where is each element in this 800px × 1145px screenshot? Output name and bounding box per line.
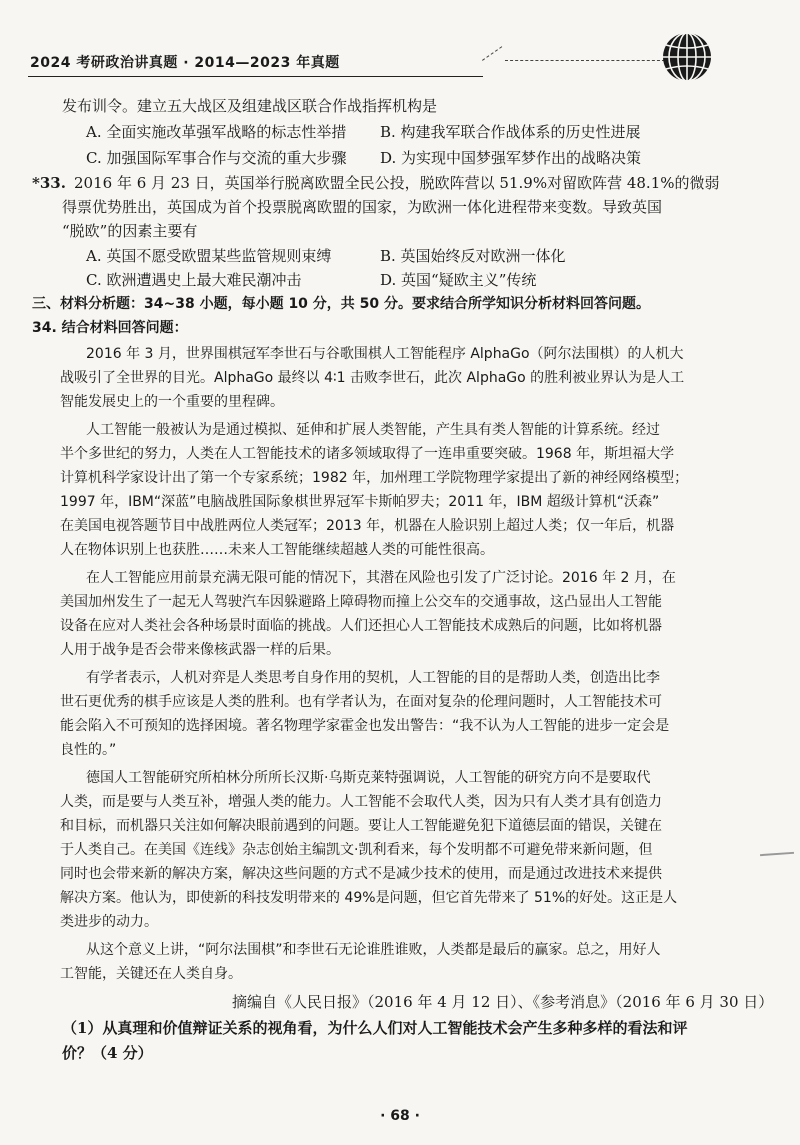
material-line: 解决方案。他认为，即使新的科技发明带来的 49%是问题，但它首先带来了 51%的好处。这正是人	[60, 890, 678, 906]
q32-option-a: A. 全面实施改革强军战略的标志性举措	[86, 123, 347, 141]
material-line: 于人类自己。在美国《连线》杂志创始主编凯文·凯利看来，每个发明都不可避免带来新问题，但	[60, 842, 653, 858]
q33-option-a: A. 英国不愿受欧盟某些监管规则束缚	[86, 247, 332, 265]
material-line: 从这个意义上讲，“阿尔法围棋”和李世石无论谁胜谁败，人类都是最后的赢家。总之，用好人	[86, 942, 661, 958]
material-line: 美国加州发生了一起无人驾驶汽车因躲避路上障碍物而撞上公交车的交通事故，这凸显出人工智能	[60, 594, 662, 610]
material-line: 2016 年 3 月，世界围棋冠军李世石与谷歌围棋人工智能程序 AlphaGo（阿尔法围棋）的人机大	[86, 346, 684, 362]
material-line: 在人工智能应用前景充满无限可能的情况下，其潜在风险也引发了广泛讨论。2016 年 2 月，在	[86, 570, 676, 586]
material-line: 人类，而是要与人类互补，增强人类的能力。人工智能不会取代人类，因为只有人类才具有创造力	[60, 794, 662, 810]
q33-number: *33.	[32, 174, 66, 192]
header-rule-diagonal	[482, 46, 502, 61]
q33-option-c: C. 欧洲遭遇史上最大难民潮冲击	[86, 271, 302, 289]
q32-stem-end: 发布训令。建立五大战区及组建战区联合作战指挥机构是	[62, 97, 438, 115]
q33-stem-line: 2016 年 6 月 23 日，英国举行脱离欧盟全民公投，脱欧阵营以 51.9%对留欧阵营 48.1%的微弱	[74, 174, 720, 192]
running-header: 2024 考研政治讲真题 · 2014—2023 年真题	[30, 55, 340, 71]
section-title: 三、材料分析题：34~38 小题，每小题 10 分，共 50 分。要求结合所学知识分析材料回答问题。	[32, 296, 651, 312]
material-line: 良性的。”	[60, 742, 117, 758]
q33-stem-line: 得票优势胜出，英国成为首个投票脱离欧盟的国家，为欧洲一体化进程带来变数。导致英国	[62, 198, 663, 216]
material-line: 世石更优秀的棋手应该是人类的胜利。也有学者认为，在面对复杂的伦理问题时，人工智能技术可	[60, 694, 662, 710]
material-line: 同时也会带来新的解决方案，解决这些问题的方式不是减少技术的使用，而是通过改进技术来提供	[60, 866, 662, 882]
source-citation: 摘编自《人民日报》（2016 年 4 月 12 日）、《参考消息》（2016 年 6 月 30 日）	[232, 993, 774, 1011]
material-line: 在美国电视答题节目中战胜两位人类冠军；2013 年，机器在人脸识别上超过人类；仅一年后，机器	[60, 518, 675, 534]
header-rule	[28, 76, 483, 77]
page-number: · 68 ·	[380, 1108, 420, 1124]
header-rule-dashed	[505, 60, 665, 61]
q33-option-d: D. 英国“疑欧主义”传统	[380, 271, 537, 289]
q32-option-d: D. 为实现中国梦强军梦作出的战略决策	[380, 149, 642, 167]
material-line: 工智能，关键还在人类自身。	[60, 966, 242, 982]
sub-question-1-cont: 价？（4 分）	[62, 1044, 153, 1062]
material-line: 德国人工智能研究所柏林分所所长汉斯·乌斯克莱特强调说，人工智能的研究方向不是要取代	[86, 770, 651, 786]
material-line: 人用于战争是否会带来像核武器一样的后果。	[60, 642, 340, 658]
q32-option-c: C. 加强国际军事合作与交流的重大步骤	[86, 149, 347, 167]
material-line: 人在物体识别上也获胜……未来人工智能继续超越人类的可能性很高。	[60, 542, 494, 558]
material-line: 战吸引了全世界的目光。AlphaGo 最终以 4∶1 击败李世石，此次 AlphaGo 的胜利被业界认为是人工	[60, 370, 685, 386]
q33-stem-line: “脱欧”的因素主要有	[62, 222, 198, 240]
material-line: 1997 年，IBM“深蓝”电脑战胜国际象棋世界冠军卡斯帕罗夫；2011 年，IBM 超级计算机“沃森”	[60, 494, 660, 510]
material-line: 人工智能一般被认为是通过模拟、延伸和扩展人类智能，产生具有类人智能的计算系统。经过	[86, 422, 660, 438]
scan-mark	[760, 852, 794, 856]
globe-icon	[660, 30, 714, 84]
material-line: 智能发展史上的一个重要的里程碑。	[60, 394, 284, 410]
material-line: 和目标，而机器只关注如何解决眼前遇到的问题。要让人工智能避免犯下道德层面的错误，关键在	[60, 818, 662, 834]
material-line: 有学者表示，人机对弈是人类思考自身作用的契机，人工智能的目的是帮助人类，创造出比李	[86, 670, 660, 686]
material-line: 能会陷入不可预知的选择困境。著名物理学家霍金也发出警告：“我不认为人工智能的进步一定会是	[60, 718, 670, 734]
q34-title: 34. 结合材料回答问题：	[32, 320, 188, 336]
material-line: 计算机科学家设计出了第一个专家系统；1982 年，加州理工学院物理学家提出了新的神经网络模型；	[60, 470, 689, 486]
sub-question-1: （1）从真理和价值辩证关系的视角看，为什么人们对人工智能技术会产生多种多样的看法和评	[62, 1019, 688, 1037]
material-line: 设备在应对人类社会各种场景时面临的挑战。人们还担心人工智能技术成熟后的问题，比如将机器	[60, 618, 662, 634]
q32-option-b: B. 构建我军联合作战体系的历史性进展	[380, 123, 641, 141]
material-line: 半个多世纪的努力，人类在人工智能技术的诸多领域取得了一连串重要突破。1968 年，斯坦福大学	[60, 446, 675, 462]
q33-option-b: B. 英国始终反对欧洲一体化	[380, 247, 566, 265]
material-line: 类进步的动力。	[60, 914, 158, 930]
